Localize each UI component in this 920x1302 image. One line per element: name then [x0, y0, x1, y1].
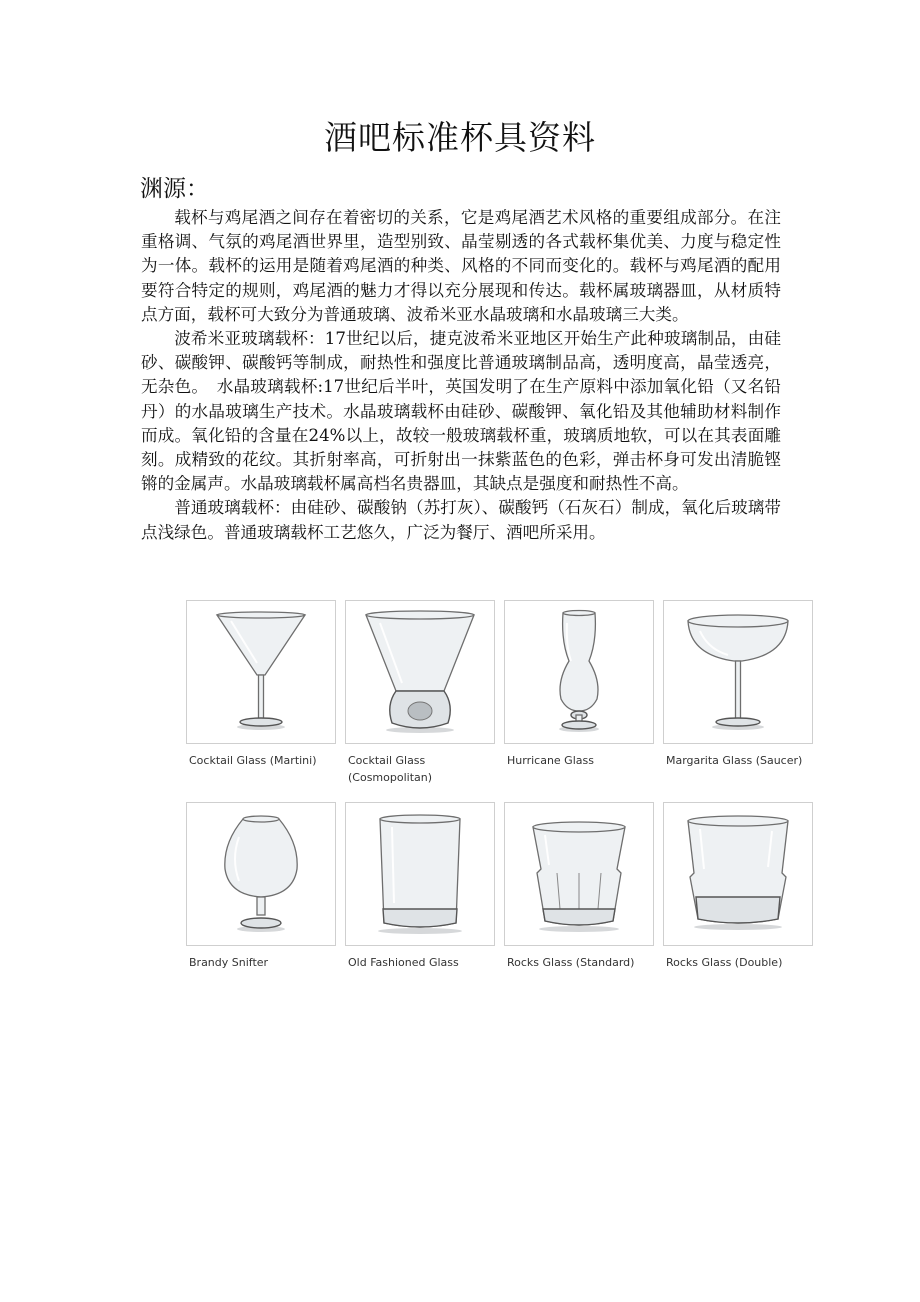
glass-caption: Cocktail Glass (Cosmopolitan)	[348, 754, 433, 784]
glass-caption: Old Fashioned Glass	[348, 956, 459, 969]
glass-image-frame	[663, 802, 813, 946]
glass-caption: Cocktail Glass (Martini)	[189, 754, 317, 767]
section-heading: 渊源：	[140, 176, 209, 202]
glass-caption: Margarita Glass (Saucer)	[666, 754, 803, 767]
glass-caption: Rocks Glass (Double)	[666, 956, 783, 969]
body-text	[141, 206, 781, 545]
glass-card	[660, 800, 818, 986]
glass-caption: Brandy Snifter	[189, 956, 269, 969]
rocks-glass-double-icon	[664, 803, 812, 945]
brandy-snifter-icon	[187, 803, 335, 945]
rocks-glass-standard-icon	[505, 803, 653, 945]
glass-image-frame	[345, 600, 495, 744]
glass-card	[342, 800, 500, 986]
glassware-gallery	[183, 598, 815, 976]
glass-card	[501, 598, 659, 784]
paragraph: 波希米亚玻璃载杯：17世纪以后，捷克波希米亚地区开始生产此种玻璃制品，由硅砂、碳酸钾、碳酸钙等制成，耐热性和强度比普通玻璃制品高，透明度高，晶莹透亮，无杂色。 水晶玻璃载杯:17世纪后半叶，英国发明了在生产原料中添加氧化铅（又名铅丹）的水晶玻璃生产技术。水晶玻璃载杯由硅砂、碳酸钾、氧化铅及其他辅助材料制作而成。氧化铅的含量在24%以上，故较一般玻璃载杯重，玻璃质地软，可以在其表面雕刻。成精致的花纹。其折射率高，可折射出一抹紫蓝色的色彩，弹击杯身可发出清脆铿锵的金属声。水晶玻璃载杯属高档名贵器皿，其缺点是强度和耐热性不高。	[141, 329, 781, 494]
paragraph: 普通玻璃载杯：由硅砂、碳酸钠（苏打灰）、碳酸钙（石灰石）制成，氧化后玻璃带点浅绿色。普通玻璃载杯工艺悠久，广泛为餐厅、酒吧所采用。	[141, 498, 781, 542]
glass-image-frame	[663, 600, 813, 744]
page-title: 酒吧标准杯具资料	[324, 118, 596, 157]
glass-image-frame	[186, 802, 336, 946]
glass-card	[660, 598, 818, 784]
margarita-glass-icon	[664, 601, 812, 743]
glass-caption: Rocks Glass (Standard)	[507, 956, 635, 969]
glass-card	[183, 598, 341, 784]
paragraph: 载杯与鸡尾酒之间存在着密切的关系，它是鸡尾酒艺术风格的重要组成部分。在注重格调、气氛的鸡尾酒世界里，造型别致、晶莹剔透的各式载杯集优美、力度与稳定性为一体。载杯的运用是随着鸡尾酒的种类、风格的不同而变化的。载杯与鸡尾酒的配用要符合特定的规则，鸡尾酒的魅力才得以充分展现和传达。载杯属玻璃器皿，从材质特点方面，载杯可大致分为普通玻璃、波希米亚水晶玻璃和水晶玻璃三大类。	[141, 208, 781, 324]
hurricane-glass-icon	[505, 601, 653, 743]
glass-image-frame	[186, 600, 336, 744]
glass-image-frame	[504, 802, 654, 946]
cosmopolitan-glass-icon	[346, 601, 494, 743]
old-fashioned-glass-icon	[346, 803, 494, 945]
glass-card	[342, 598, 500, 784]
glass-image-frame	[504, 600, 654, 744]
martini-glass-icon	[187, 601, 335, 743]
glass-card	[183, 800, 341, 986]
glass-image-frame	[345, 802, 495, 946]
glass-card	[501, 800, 659, 986]
glass-caption: Hurricane Glass	[507, 754, 594, 767]
